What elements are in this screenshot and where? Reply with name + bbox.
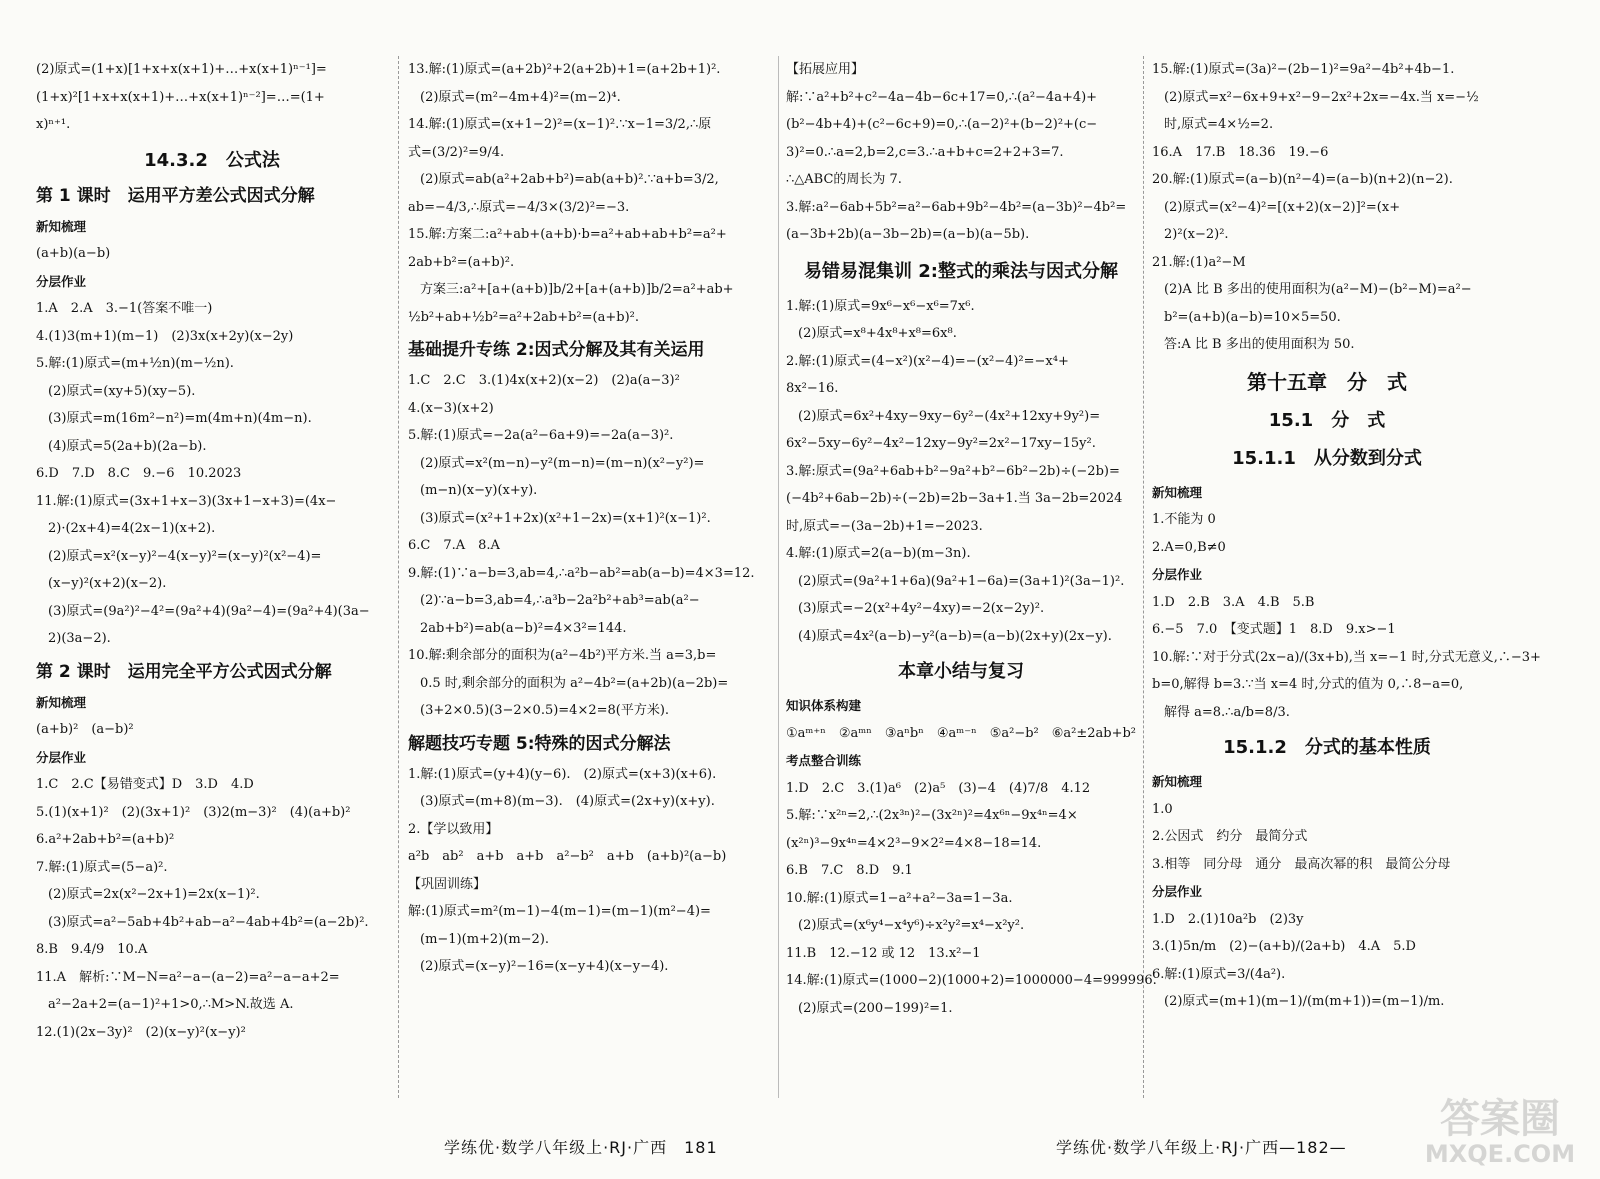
column-divider-1 <box>398 56 399 1098</box>
subsection-label: 分层作业 <box>1152 567 1203 582</box>
text-line: 4.(x−3)(x+2) <box>408 400 494 416</box>
text-line: 2)²(x−2)². <box>1164 227 1229 242</box>
text-line: (2)原式=x²(m−n)−y²(m−n)=(m−n)(x²−y²)= <box>420 455 705 471</box>
text-line: 6.−5 7.0 【变式题】1 8.D 9.x>−1 <box>1152 622 1396 637</box>
text-line: 1.解:(1)原式=(y+4)(y−6). (2)原式=(x+3)(x+6). <box>408 766 717 782</box>
text-line: (2)原式=ab(a²+2ab+b²)=ab(a+b)².∵a+b=3/2, <box>420 172 719 187</box>
text-line: 【巩固训练】 <box>408 876 487 892</box>
text-line: 8x²−16. <box>786 381 839 396</box>
subsection-label: 分层作业 <box>1152 884 1203 899</box>
text-line: 4.(1)3(m+1)(m−1) (2)3x(x+2y)(x−2y) <box>36 328 294 344</box>
text-line: (2)原式=(1+x)[1+x+x(x+1)+…+x(x+1)ⁿ⁻¹]= <box>36 62 327 77</box>
text-line: (b²−4b+4)+(c²−6c+9)=0,∴(a−2)²+(b−2)²+(c− <box>786 117 1098 132</box>
text-line: 0.5 时,剩余部分的面积为 a²−4b²=(a+2b)(a−2b)= <box>420 675 729 691</box>
text-line: (2)A 比 B 多出的使用面积为(a²−M)−(b²−M)=a²− <box>1164 282 1472 297</box>
text-line: 6.a²+2ab+b²=(a+b)² <box>36 832 175 847</box>
subsection-label: 分层作业 <box>36 749 87 765</box>
text-line: (2)原式=(m²−4m+4)²=(m−2)⁴. <box>420 89 621 105</box>
text-line: 6.解:(1)原式=3/(4a²). <box>1152 966 1286 982</box>
text-line: (3)原式=a²−5ab+4b²+ab−a²−4ab+4b²=(a−2b)². <box>48 914 369 930</box>
text-line: (3)原式=(m+8)(m−3). (4)原式=(2x+y)(x+y). <box>420 794 715 809</box>
text-line: 1.D 2.(1)10a²b (2)3y <box>1152 911 1304 927</box>
text-line: 2ab+b²=(a+b)². <box>408 254 515 270</box>
text-line: ∴△ABC的周长为 7. <box>786 172 902 187</box>
text-line: 3.解:原式=(9a²+6ab+b²−9a²+b²−6b²−2b)÷(−2b)= <box>786 463 1120 479</box>
text-line: 10.解:剩余部分的面积为(a²−4b²)平方米.当 a=3,b= <box>408 648 717 663</box>
subsection-label: 分层作业 <box>36 273 87 289</box>
text-line: (a+b)² (a−b)² <box>36 722 134 737</box>
text-line: 9.解:(1)∵a−b=3,ab=4,∴a²b−ab²=ab(a−b)=4×3=12. <box>408 565 755 581</box>
text-line: 21.解:(1)a²−M <box>1152 254 1246 270</box>
text-line: 15.解:方案二:a²+ab+(a+b)·b=a²+ab+ab+b²=a²+ <box>408 227 727 242</box>
text-line: 时,原式=−(3a−2b)+1=−2023. <box>786 518 983 534</box>
text-line: 14.解:(1)原式=(1000−2)(1000+2)=1000000−4=999996. <box>786 973 1157 988</box>
subsection-label: 知识体系构建 <box>786 698 862 713</box>
text-line: 2.公因式 约分 最简分式 <box>1152 829 1308 844</box>
text-line: (2)原式=2x(x²−2x+1)=2x(x−1)². <box>48 887 260 902</box>
text-line: 4.解:(1)原式=2(a−b)(m−3n). <box>786 546 971 561</box>
text-line: a²−2a+2=(a−1)²+1>0,∴M>N.故选 A. <box>48 997 294 1012</box>
text-line: (4)原式=5(2a+b)(2a−b). <box>48 438 207 454</box>
text-line: (2)原式=(x²−4)²=[(x+2)(x−2)]²=(x+ <box>1164 199 1401 215</box>
text-line: (m−1)(m+2)(m−2). <box>420 931 550 947</box>
text-line: 解:∵a²+b²+c²−4a−4b−6c+17=0,∴(a²−4a+4)+ <box>786 89 1098 105</box>
text-line: 1.A 2.A 3.−1(答案不唯一) <box>36 301 213 316</box>
text-line: 2)(3a−2). <box>48 631 111 646</box>
section-heading: 15.1 分 式 <box>1268 409 1386 431</box>
text-line: (2)原式=(m+1)(m−1)/(m(m+1))=(m−1)/m. <box>1164 994 1445 1009</box>
text-line: 答:A 比 B 多出的使用面积为 50. <box>1164 337 1355 352</box>
text-line: (2)∵a−b=3,ab=4,∴a³b−2a²b²+ab³=ab(a²− <box>420 593 700 608</box>
text-line: 6.C 7.A 8.A <box>408 538 500 553</box>
text-line: 2)·(2x+4)=4(2x−1)(x+2). <box>48 521 216 536</box>
text-line: 5.解:(1)原式=−2a(a²−6a+9)=−2a(a−3)². <box>408 428 674 443</box>
lesson-heading: 第 1 课时 运用平方差公式因式分解 <box>36 185 315 206</box>
text-line: (2)原式=(200−199)²=1. <box>798 1000 953 1016</box>
text-line: (2)原式=(xy+5)(xy−5). <box>48 383 196 399</box>
text-line: 5.(1)(x+1)² (2)(3x+1)² (3)2(m−3)² (4)(a+b)² <box>36 804 351 820</box>
text-line: a²b ab² a+b a+b a²−b² a+b (a+b)²(a−b) <box>408 849 727 864</box>
text-line: (2)原式=(x⁶y⁴−x⁴y⁶)÷x²y²=x⁴−x²y². <box>798 918 1025 933</box>
section-heading: 15.1.1 从分数到分式 <box>1232 447 1422 469</box>
column-divider-2 <box>1143 56 1144 1098</box>
text-line: (2)原式=(9a²+1+6a)(9a²+1−6a)=(3a+1)²(3a−1)². <box>798 573 1125 589</box>
text-line: (3)原式=(x²+1+2x)(x²+1−2x)=(x+1)²(x−1)². <box>420 510 711 526</box>
text-line: 时,原式=4×½=2. <box>1164 117 1274 132</box>
text-line: ①aᵐ⁺ⁿ ②aᵐⁿ ③aⁿbⁿ ④aᵐ⁻ⁿ ⑤a²−b² ⑥a²±2ab+b² <box>786 725 1137 741</box>
text-line: b=0,解得 b=3.∵当 x=4 时,分式的值为 0,∴8−a=0, <box>1152 677 1464 692</box>
text-line: 11.B 12.−12 或 12 13.x²−1 <box>786 945 981 961</box>
text-line: (1+x)²[1+x+x(x+1)+…+x(x+1)ⁿ⁻²]=…=(1+ <box>36 89 325 105</box>
text-line: (−4b²+6ab−2b)÷(−2b)=2b−3a+1.当 3a−2b=2024 <box>786 491 1123 506</box>
text-line: (2)原式=x²(x−y)²−4(x−y)²=(x−y)²(x²−4)= <box>48 548 322 564</box>
text-line: 3.解:a²−6ab+5b²=a²−6ab+9b²−4b²=(a−3b)²−4b²= <box>786 199 1127 215</box>
text-line: (4)原式=4x²(a−b)−y²(a−b)=(a−b)(2x+y)(2x−y). <box>798 628 1112 644</box>
chapter-title: 第十五章 分 式 <box>1247 369 1407 394</box>
text-line: b²=(a+b)(a−b)=10×5=50. <box>1164 309 1341 325</box>
text-line: 6.B 7.C 8.D 9.1 <box>786 863 913 878</box>
watermark-logo <box>1410 1090 1590 1170</box>
text-line: 5.解:(1)原式=(m+½n)(m−½n). <box>36 356 234 371</box>
text-line: 11.A 解析:∵M−N=a²−a−(a−2)=a²−a−a+2= <box>36 969 340 985</box>
text-line: (3+2×0.5)(3−2×0.5)=4×2=8(平方米). <box>420 703 670 718</box>
subsection-label: 新知梳理 <box>1152 484 1203 500</box>
text-line: (a+b)(a−b) <box>36 246 111 261</box>
text-line: (3)原式=m(16m²−n²)=m(4m+n)(4m−n). <box>48 411 312 426</box>
text-line: (3)原式=−2(x²+4y²−4xy)=−2(x−2y)². <box>798 601 1045 616</box>
text-line: 6x²−5xy−6y²−4x²−12xy−9y²=2x²−17xy−15y². <box>786 436 1096 451</box>
subsection-label: 新知梳理 <box>36 694 87 710</box>
text-line: 7.解:(1)原式=(5−a)². <box>36 859 168 875</box>
text-line: 11.解:(1)原式=(3x+1+x−3)(3x+1−x+3)=(4x− <box>36 493 337 509</box>
text-line: 5.解:∵x²ⁿ=2,∴(2x³ⁿ)²−(3x²ⁿ)²=4x⁶ⁿ−9x⁴ⁿ=4× <box>786 808 1078 823</box>
text-line: 1.D 2.B 3.A 4.B 5.B <box>1152 594 1315 610</box>
text-line: 20.解:(1)原式=(a−b)(n²−4)=(a−b)(n+2)(n−2). <box>1152 172 1453 187</box>
text-line: 【拓展应用】 <box>786 62 865 77</box>
text-line: 2.解:(1)原式=(4−x²)(x²−4)=−(x²−4)²=−x⁴+ <box>786 353 1069 369</box>
text-line: ½b²+ab+½b²=a²+2ab+b²=(a+b)². <box>408 309 639 325</box>
column-4 <box>1152 56 1541 1016</box>
text-line: 1.C 2.C【易错变式】D 3.D 4.D <box>36 777 254 792</box>
watermark-text: 答案圈 <box>1440 1096 1560 1142</box>
text-line: 12.(1)(2x−3y)² (2)(x−y)²(x−y)² <box>36 1024 246 1040</box>
lesson-heading: 第 2 课时 运用完全平方公式因式分解 <box>36 661 332 682</box>
text-line: 8.B 9.4/9 10.A <box>36 942 148 957</box>
text-line: 1.0 <box>1152 801 1173 817</box>
text-line: 14.解:(1)原式=(x+1−2)²=(x−1)².∵x−1=3/2,∴原 <box>408 117 712 132</box>
text-line: 3.(1)5n/m (2)−(a+b)/(2a+b) 4.A 5.D <box>1152 939 1416 954</box>
text-line: 方案三:a²+[a+(a+b)]b/2+[a+(a+b)]b/2=a²+ab+ <box>420 282 734 297</box>
text-line: (2)原式=x⁸+4x⁸+x⁸=6x⁸. <box>798 326 957 341</box>
text-line: (2)原式=x²−6x+9+x²−9−2x²+2x=−4x.当 x=−½ <box>1164 89 1479 105</box>
subsection-label: 考点整合训练 <box>786 753 862 768</box>
lesson-heading: 基础提升专练 2:因式分解及其有关运用 <box>408 340 705 360</box>
footer-left: 学练优·数学八年级上·RJ·广西 181 <box>444 1138 718 1157</box>
text-line: 解得 a=8.∴a/b=8/3. <box>1164 704 1290 720</box>
text-line: (a−3b+2b)(a−3b−2b)=(a−b)(a−5b). <box>786 227 1030 242</box>
text-line: (2)原式=(x−y)²−16=(x−y+4)(x−y−4). <box>420 959 669 974</box>
text-line: (x−y)²(x+2)(x−2). <box>48 576 167 591</box>
text-line: 2.【学以致用】 <box>408 821 499 837</box>
text-line: 式=(3/2)²=9/4. <box>408 144 505 160</box>
column-1 <box>36 56 388 1046</box>
page-gutter <box>778 56 779 1098</box>
text-line: 15.解:(1)原式=(3a)²−(2b−1)²=9a²−4b²+4b−1. <box>1152 62 1455 77</box>
section-heading: 14.3.2 公式法 <box>144 149 280 171</box>
text-line: 3)²=0.∴a=2,b=2,c=3.∴a+b+c=2+2+3=7. <box>786 144 1064 160</box>
lesson-heading: 解题技巧专题 5:特殊的因式分解法 <box>408 733 671 754</box>
section-heading: 易错易混集训 2:整式的乘法与因式分解 <box>804 260 1118 282</box>
text-line: 3.相等 同分母 通分 最高次幂的积 最简公分母 <box>1152 856 1451 872</box>
text-line: (3)原式=(9a²)²−4²=(9a²+4)(9a²−4)=(9a²+4)(3a− <box>48 603 370 619</box>
text-line: (x²ⁿ)³−9x⁴ⁿ=4×2³−9×2²=4×8−18=14. <box>786 835 1042 851</box>
footer-right: 学练优·数学八年级上·RJ·广西—182— <box>1056 1138 1347 1157</box>
text-line: 2.A=0,B≠0 <box>1152 539 1226 555</box>
text-line: 解:(1)原式=m²(m−1)−4(m−1)=(m−1)(m²−4)= <box>408 904 711 919</box>
text-line: 10.解:∵对于分式(2x−a)/(3x+b),当 x=−1 时,分式无意义,∴−3+ <box>1152 649 1541 665</box>
text-line: 13.解:(1)原式=(a+2b)²+2(a+2b)+1=(a+2b+1)². <box>408 62 721 77</box>
text-line: 6.D 7.D 8.C 9.−6 10.2023 <box>36 466 242 481</box>
text-line: 1.解:(1)原式=9x⁶−x⁶−x⁶=7x⁶. <box>786 298 975 314</box>
text-line: 1.D 2.C 3.(1)a⁶ (2)a⁵ (3)−4 (4)7/8 4.12 <box>786 780 1091 796</box>
text-line: 2ab+b²)=ab(a−b)²=4×3²=144. <box>420 620 627 636</box>
watermark-url: MXQE.COM <box>1424 1140 1576 1168</box>
text-line: 1.C 2.C 3.(1)4x(x+2)(x−2) (2)a(a−3)² <box>408 373 680 388</box>
text-line: (m−n)(x−y)(x+y). <box>420 483 538 498</box>
subsection-label: 新知梳理 <box>36 218 87 234</box>
text-line: x)ⁿ⁺¹. <box>36 117 71 132</box>
text-line: 1.不能为 0 <box>1152 512 1216 527</box>
text-line: 16.A 17.B 18.36 19.−6 <box>1152 144 1329 160</box>
text-line: ab=−4/3,∴原式=−4/3×(3/2)²=−3. <box>408 199 630 215</box>
section-heading: 15.1.2 分式的基本性质 <box>1223 737 1431 758</box>
column-3 <box>786 56 1157 1022</box>
section-heading: 本章小结与复习 <box>898 661 1024 682</box>
text-line: (2)原式=6x²+4xy−9xy−6y²−(4x²+12xy+9y²)= <box>798 408 1101 424</box>
text-line: 10.解:(1)原式=1−a²+a²−3a=1−3a. <box>786 890 1013 906</box>
subsection-label: 新知梳理 <box>1152 774 1203 789</box>
column-2 <box>408 56 770 981</box>
